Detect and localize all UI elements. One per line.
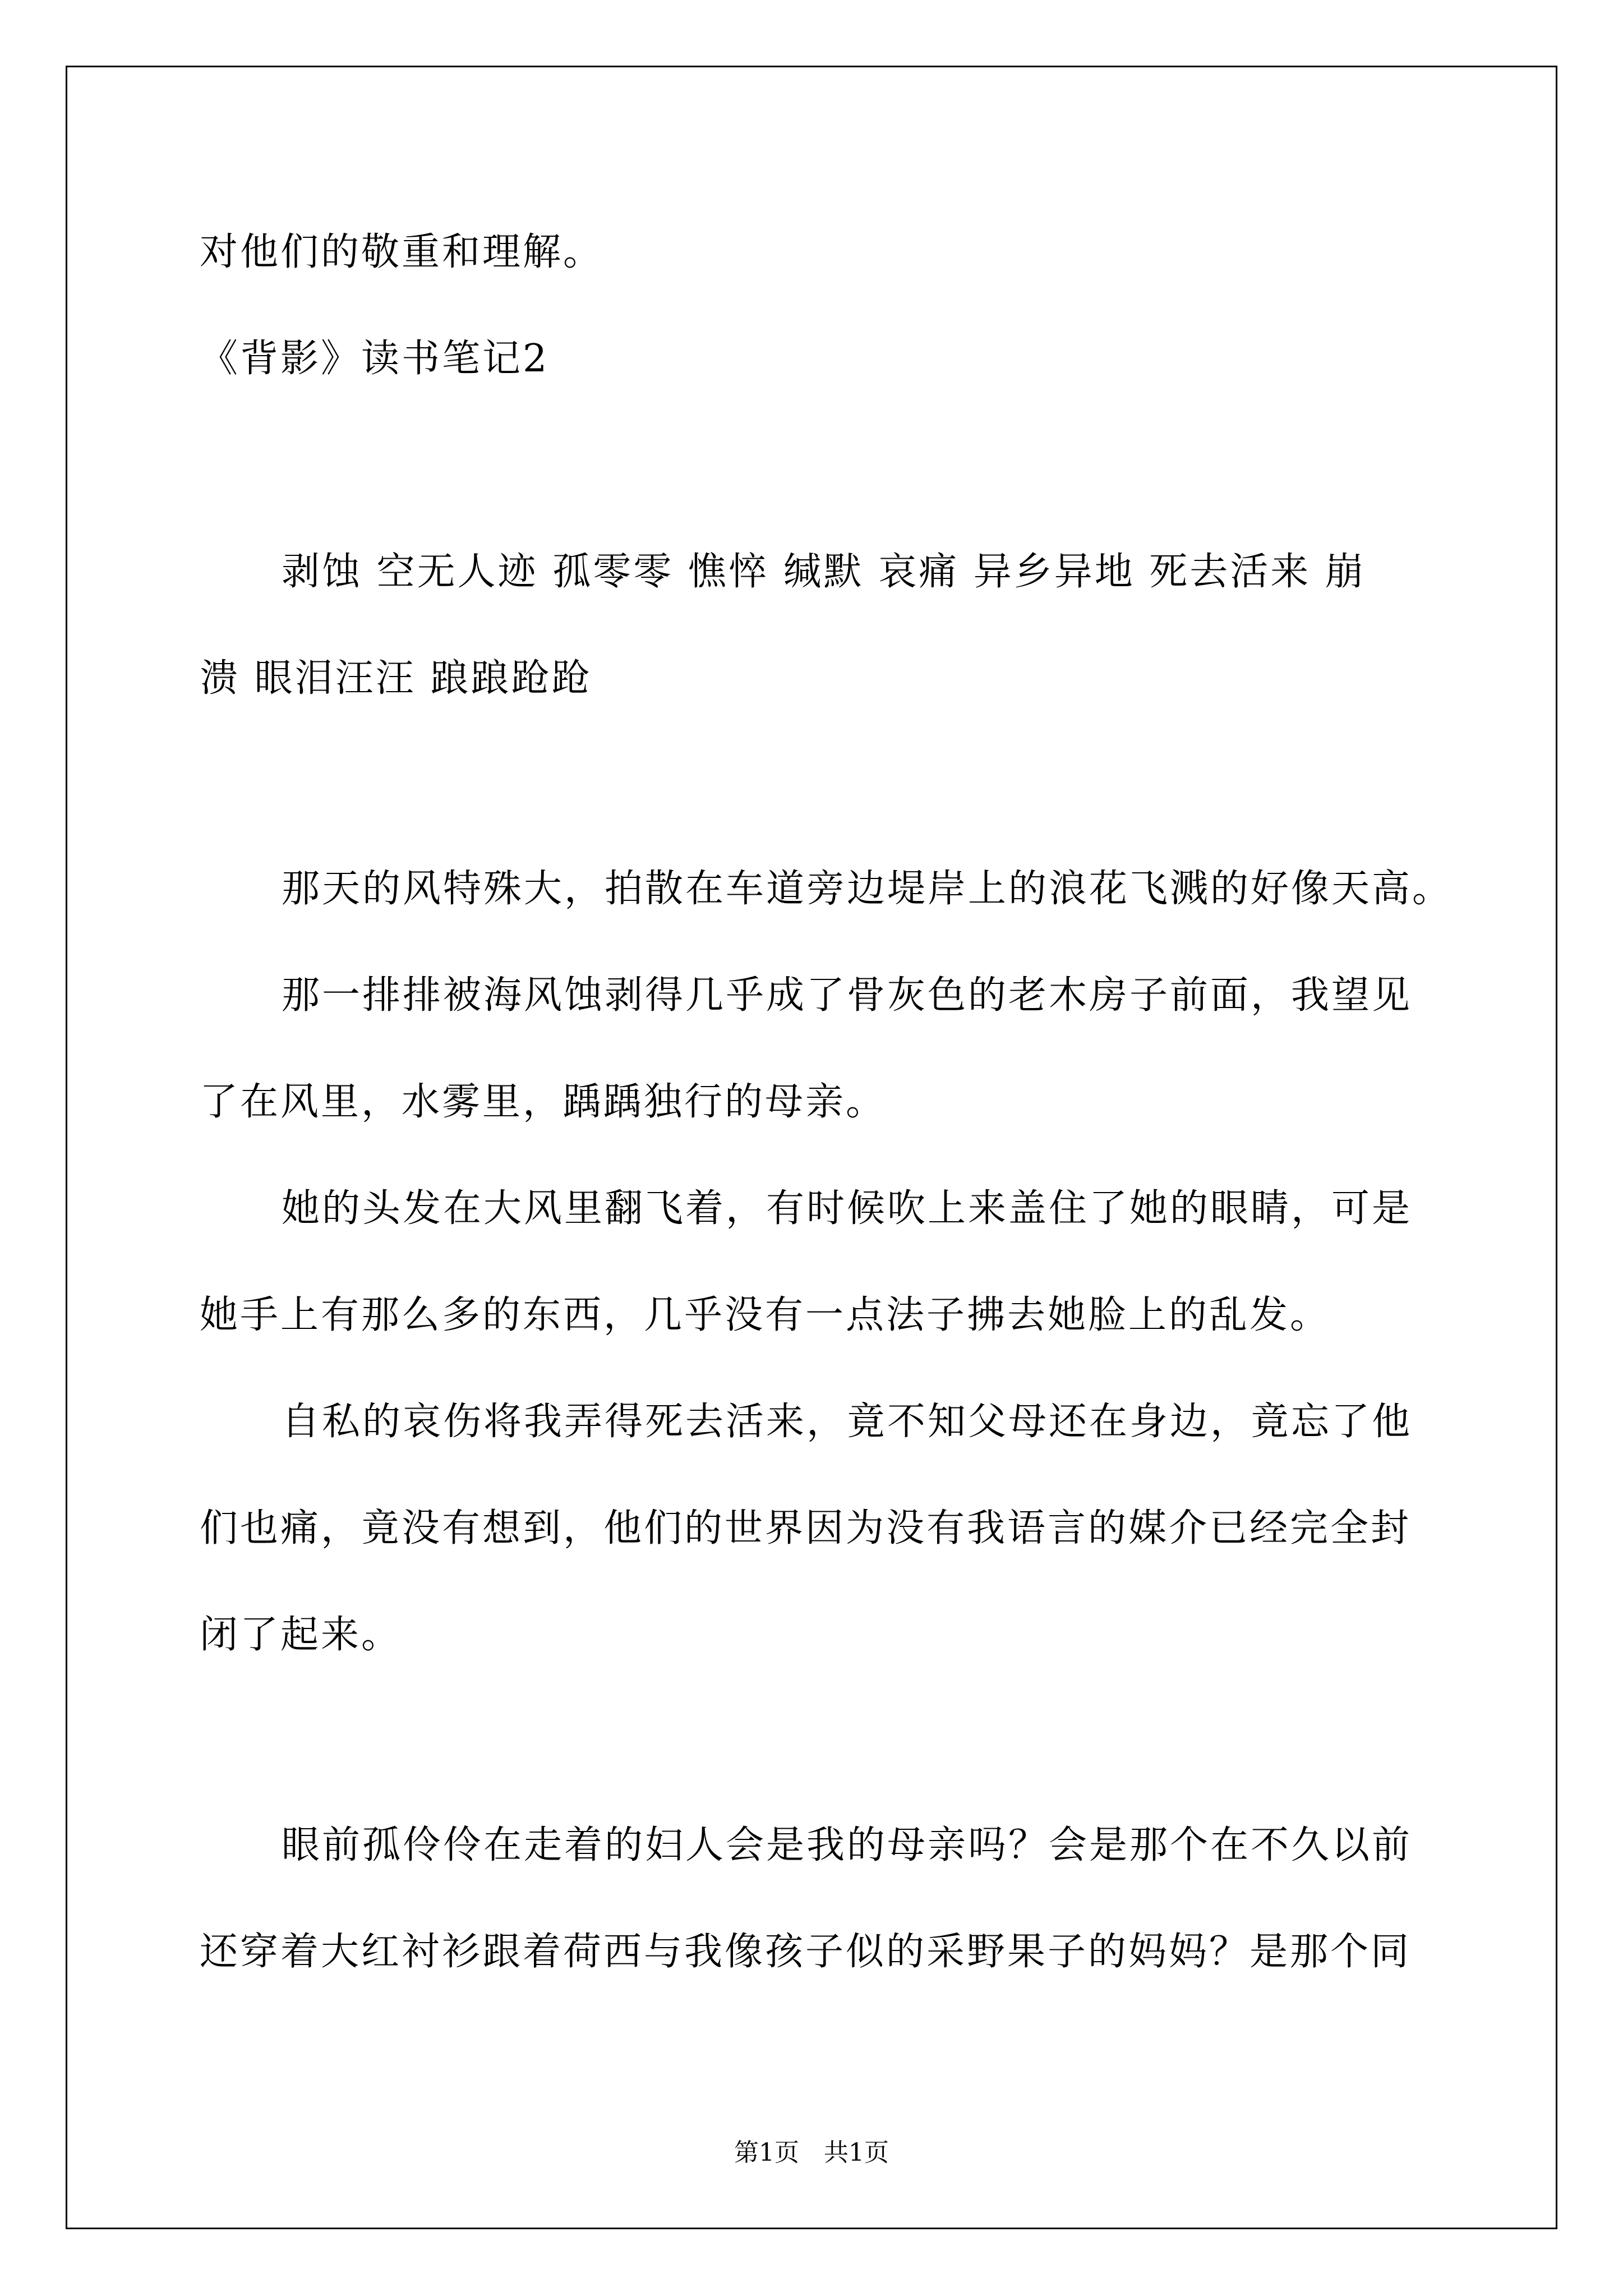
paragraph-line: 眼前孤伶伶在走着的妇人会是我的母亲吗？会是那个在不久以前: [282, 1823, 1413, 1867]
paragraph-line: 剥蚀 空无人迹 孤零零 憔悴 缄默 哀痛 异乡异地 死去活来 崩: [282, 550, 1366, 594]
paragraph-line: 自私的哀伤将我弄得死去活来，竟不知父母还在身边，竟忘了他: [282, 1400, 1413, 1444]
section-title: 《背影》读书笔记2: [200, 337, 550, 381]
paragraph-line: 们也痛，竟没有想到，他们的世界因为没有我语言的媒介已经完全封: [200, 1506, 1412, 1550]
page-footer: 第1页 共1页: [734, 2138, 889, 2167]
paragraph-line: 对他们的敬重和理解。: [200, 230, 604, 274]
paragraph-line: 那天的风特殊大，拍散在车道旁边堤岸上的浪花飞溅的好像天高。: [282, 867, 1453, 911]
paragraph-line: 她手上有那么多的东西，几乎没有一点法子拂去她脸上的乱发。: [200, 1293, 1331, 1337]
paragraph-line: 闭了起来。: [200, 1613, 402, 1657]
paragraph-line: 还穿着大红衬衫跟着荷西与我像孩子似的采野果子的妈妈？是那个同: [200, 1930, 1412, 1974]
page-border: [66, 66, 1557, 2229]
paragraph-line: 那一排排被海风蚀剥得几乎成了骨灰色的老木房子前面，我望见: [282, 973, 1413, 1018]
paragraph-line: 她的头发在大风里翻飞着，有时候吹上来盖住了她的眼睛，可是: [282, 1186, 1413, 1231]
paragraph-line: 了在风里，水雾里，踽踽独行的母亲。: [200, 1080, 887, 1124]
paragraph-line: 溃 眼泪汪汪 踉踉跄跄: [200, 656, 592, 701]
